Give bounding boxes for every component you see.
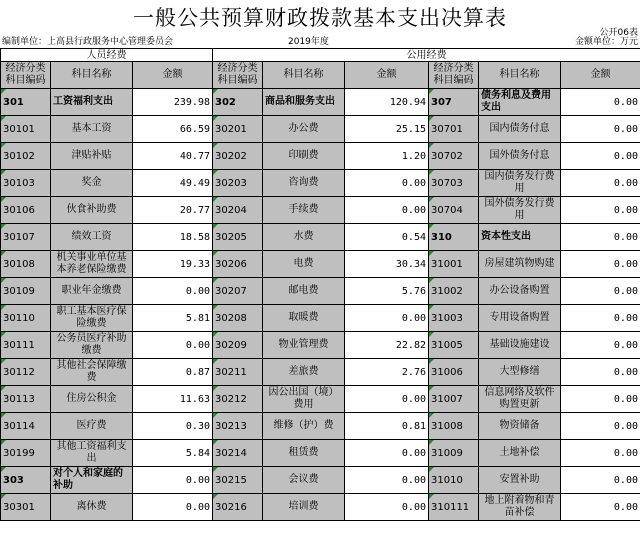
code-cell: 30206 [213,251,263,278]
code-cell: 31003 [429,305,479,332]
form-number: 公开06表 [599,28,638,38]
name-cell: 离休费 [51,494,133,521]
amount-cell: 0.00 [345,197,429,224]
code-cell: 30703 [429,170,479,197]
name-cell: 专用设备购置 [479,305,561,332]
name-cell: 基本工资 [51,116,133,143]
name-cell: 对个人和家庭的补助 [51,467,133,494]
name-cell: 因公出国（境）费用 [263,386,345,413]
col-code-2: 经济分类科目编码 [213,62,263,89]
code-cell: 31010 [429,467,479,494]
table-row [1,89,640,116]
table-row [1,359,640,386]
amount-cell: 0.00 [561,251,640,278]
code-cell: 31006 [429,359,479,386]
group-header-row [1,49,640,62]
name-cell: 国内债务付息 [479,116,561,143]
amount-cell: 20.77 [133,197,213,224]
code-cell: 30111 [1,332,51,359]
amount-cell: 30.34 [345,251,429,278]
col-amount-2: 金额 [345,62,429,89]
code-cell: 30204 [213,197,263,224]
code-cell: 30113 [1,386,51,413]
table-row [1,224,640,251]
amount-cell: 1.20 [345,143,429,170]
name-cell: 其他工资福利支出 [51,440,133,467]
name-cell: 手续费 [263,197,345,224]
code-cell: 30199 [1,440,51,467]
amount-cell: 0.81 [345,413,429,440]
code-cell: 30208 [213,305,263,332]
amount-cell: 25.15 [345,116,429,143]
name-cell: 基础设施建设 [479,332,561,359]
code-cell: 30213 [213,413,263,440]
name-cell: 公务员医疗补助缴费 [51,332,133,359]
table-row [1,440,640,467]
amount-cell: 0.00 [345,305,429,332]
name-cell: 其他社会保障缴费 [51,359,133,386]
amount-cell: 5.76 [345,278,429,305]
group-personnel: 人员经费 [1,49,213,62]
code-cell: 30211 [213,359,263,386]
amount-cell: 0.00 [561,386,640,413]
amount-cell: 0.00 [561,413,640,440]
name-cell: 信息网络及软件购置更新 [479,386,561,413]
code-cell: 30108 [1,251,51,278]
code-cell: 30107 [1,224,51,251]
amount-cell: 120.94 [345,89,429,116]
table-row [1,413,640,440]
name-cell: 办公费 [263,116,345,143]
amount-cell: 11.63 [133,386,213,413]
name-cell: 商品和服务支出 [263,89,345,116]
name-cell: 工资福利支出 [51,89,133,116]
code-cell: 310 [429,224,479,251]
fiscal-year: 2019年度 [288,37,329,47]
amount-cell: 49.49 [133,170,213,197]
amount-cell: 0.00 [133,332,213,359]
code-cell: 30301 [1,494,51,521]
compiling-unit: 编制单位：上高县行政服务中心管理委员会 [2,37,174,47]
amount-cell: 0.00 [561,224,640,251]
name-cell: 取暖费 [263,305,345,332]
table-row [1,251,640,278]
table-row [1,332,640,359]
name-cell: 电费 [263,251,345,278]
amount-cell: 0.00 [133,467,213,494]
code-cell: 30701 [429,116,479,143]
amount-cell: 0.00 [561,116,640,143]
name-cell: 绩效工资 [51,224,133,251]
code-cell: 30216 [213,494,263,521]
code-cell: 30205 [213,224,263,251]
code-cell: 30201 [213,116,263,143]
amount-cell: 66.59 [133,116,213,143]
name-cell: 大型修缮 [479,359,561,386]
name-cell: 伙食补助费 [51,197,133,224]
name-cell: 奖金 [51,170,133,197]
name-cell: 国外债务发行费用 [479,197,561,224]
amount-cell: 0.87 [133,359,213,386]
amount-cell: 0.00 [561,170,640,197]
col-amount-3: 金额 [561,62,640,89]
money-unit: 金额单位：万元 [574,37,638,47]
column-header-row [1,62,640,89]
amount-cell: 0.00 [561,440,640,467]
code-cell: 30202 [213,143,263,170]
name-cell: 咨询费 [263,170,345,197]
name-cell: 安置补助 [479,467,561,494]
code-cell: 310111 [429,494,479,521]
col-amount-1: 金额 [133,62,213,89]
expenditure-table [0,48,640,521]
amount-cell: 0.00 [345,467,429,494]
page-title: 一般公共预算财政拨款基本支出决算表 [133,6,507,30]
code-cell: 30102 [1,143,51,170]
table-row [1,170,640,197]
col-name-3: 科目名称 [479,62,561,89]
amount-cell: 0.00 [345,170,429,197]
name-cell: 物业管理费 [263,332,345,359]
code-cell: 30209 [213,332,263,359]
name-cell: 职工基本医疗保险缴费 [51,305,133,332]
code-cell: 301 [1,89,51,116]
code-cell: 30114 [1,413,51,440]
code-cell: 30101 [1,116,51,143]
code-cell: 31009 [429,440,479,467]
amount-cell: 0.00 [345,440,429,467]
name-cell: 差旅费 [263,359,345,386]
amount-cell: 0.00 [345,494,429,521]
amount-cell: 2.76 [345,359,429,386]
amount-cell: 0.00 [561,305,640,332]
code-cell: 307 [429,89,479,116]
code-cell: 30112 [1,359,51,386]
col-code-1: 经济分类科目编码 [1,62,51,89]
name-cell: 水费 [263,224,345,251]
table-row [1,467,640,494]
table-row [1,197,640,224]
amount-cell: 22.82 [345,332,429,359]
amount-cell: 5.81 [133,305,213,332]
name-cell: 职业年金缴费 [51,278,133,305]
name-cell: 国内债务发行费用 [479,170,561,197]
code-cell: 31002 [429,278,479,305]
table-row [1,143,640,170]
name-cell: 维修（护）费 [263,413,345,440]
name-cell: 住房公积金 [51,386,133,413]
amount-cell: 0.00 [561,494,640,521]
name-cell: 办公设备购置 [479,278,561,305]
code-cell: 30103 [1,170,51,197]
name-cell: 邮电费 [263,278,345,305]
code-cell: 30207 [213,278,263,305]
col-name-2: 科目名称 [263,62,345,89]
code-cell: 303 [1,467,51,494]
name-cell: 房屋建筑物购建 [479,251,561,278]
table-row [1,494,640,521]
name-cell: 津贴补贴 [51,143,133,170]
amount-cell: 0.00 [561,332,640,359]
amount-cell: 0.30 [133,413,213,440]
amount-cell: 239.98 [133,89,213,116]
amount-cell: 0.00 [561,143,640,170]
name-cell: 培训费 [263,494,345,521]
name-cell: 机关事业单位基本养老保险缴费 [51,251,133,278]
amount-cell: 0.00 [561,467,640,494]
amount-cell: 0.00 [345,386,429,413]
table-row [1,386,640,413]
table-row [1,116,640,143]
name-cell: 国外债务付息 [479,143,561,170]
code-cell: 30106 [1,197,51,224]
amount-cell: 19.33 [133,251,213,278]
col-code-3: 经济分类科目编码 [429,62,479,89]
amount-cell: 5.84 [133,440,213,467]
code-cell: 30109 [1,278,51,305]
name-cell: 医疗费 [51,413,133,440]
code-cell: 302 [213,89,263,116]
name-cell: 租赁费 [263,440,345,467]
name-cell: 土地补偿 [479,440,561,467]
code-cell: 30214 [213,440,263,467]
name-cell: 地上附着物和青苗补偿 [479,494,561,521]
amount-cell: 0.00 [561,278,640,305]
amount-cell: 0.00 [561,197,640,224]
code-cell: 30212 [213,386,263,413]
table-row [1,305,640,332]
amount-cell: 40.77 [133,143,213,170]
code-cell: 31001 [429,251,479,278]
name-cell: 物资储备 [479,413,561,440]
amount-cell: 0.00 [561,89,640,116]
code-cell: 31007 [429,386,479,413]
code-cell: 31008 [429,413,479,440]
amount-cell: 0.00 [561,359,640,386]
code-cell: 30110 [1,305,51,332]
amount-cell: 0.00 [133,278,213,305]
group-public: 公用经费 [213,49,640,62]
name-cell: 印刷费 [263,143,345,170]
name-cell: 资本性支出 [479,224,561,251]
code-cell: 30215 [213,467,263,494]
code-cell: 30203 [213,170,263,197]
name-cell: 债务利息及费用支出 [479,89,561,116]
code-cell: 31005 [429,332,479,359]
code-cell: 30704 [429,197,479,224]
table-row [1,278,640,305]
amount-cell: 18.58 [133,224,213,251]
col-name-1: 科目名称 [51,62,133,89]
amount-cell: 0.54 [345,224,429,251]
code-cell: 30702 [429,143,479,170]
amount-cell: 0.00 [133,494,213,521]
name-cell: 会议费 [263,467,345,494]
